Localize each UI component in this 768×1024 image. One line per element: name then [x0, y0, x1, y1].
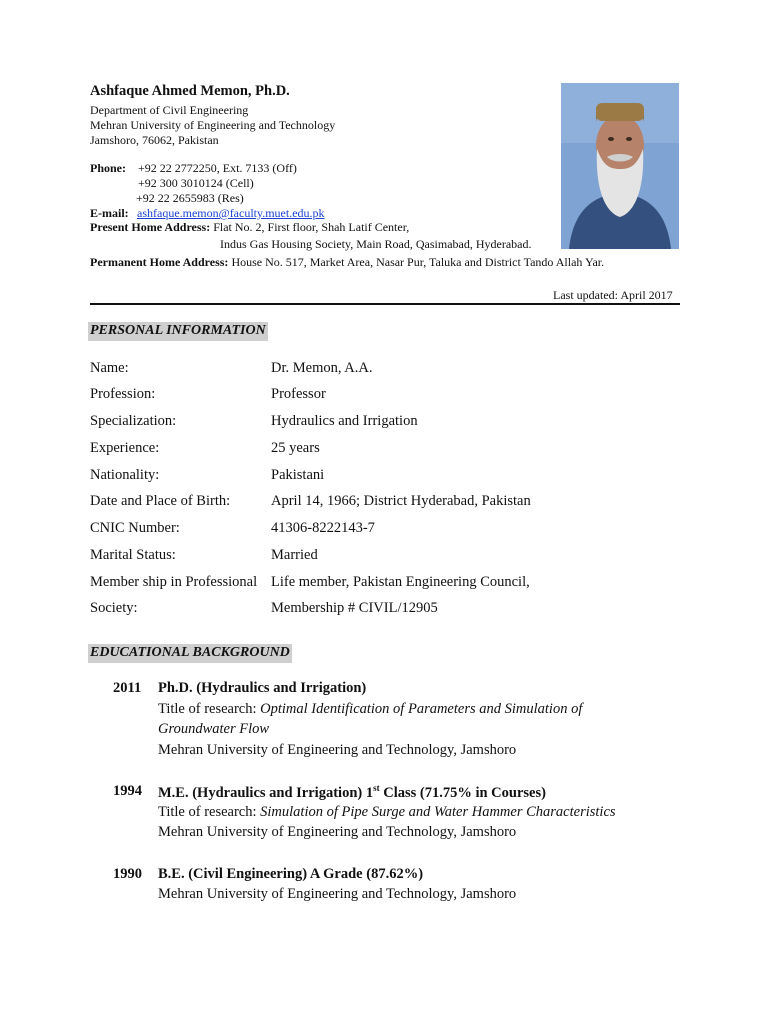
personal-value: Hydraulics and Irrigation: [271, 413, 418, 429]
phone-cell: +92 300 3010124 (Cell): [138, 176, 254, 190]
city: Jamshoro, 76062, Pakistan: [90, 133, 219, 147]
edu-degree-part: Class (71.75% in Courses): [379, 784, 546, 801]
section-title-education: EDUCATIONAL BACKGROUND: [88, 644, 292, 663]
permanent-address: [90, 255, 604, 270]
personal-value: Married: [271, 547, 318, 563]
edu-institution: Mehran University of Engineering and Technology, Jamshoro: [158, 824, 517, 840]
phone-label: Phone:: [90, 161, 126, 175]
personal-value: Membership # CIVIL/12905: [271, 600, 438, 616]
personal-label: Experience:: [90, 440, 160, 456]
personal-value: Professor: [271, 386, 326, 402]
personal-label: Nationality:: [90, 467, 160, 483]
edu-year: 2011: [113, 680, 142, 696]
edu-year: 1994: [113, 783, 142, 799]
present-address-label: Present Home Address:: [90, 220, 211, 234]
personal-label: Date and Place of Birth:: [90, 493, 231, 509]
edu-institution: Mehran University of Engineering and Technology, Jamshoro: [158, 742, 517, 758]
edu-research-title: Optimal Identification of Parameters and Simulation of: [260, 701, 583, 717]
header-divider: [90, 303, 680, 305]
cv-name: Ashfaque Ahmed Memon, Ph.D.: [90, 83, 290, 99]
present-address: [90, 220, 409, 235]
personal-label: Specialization:: [90, 413, 177, 429]
university: Mehran University of Engineering and Technology: [90, 118, 336, 132]
present-address-line2: Indus Gas Housing Society, Main Road, Qasimabad, Hyderabad.: [220, 237, 532, 251]
personal-value: 41306-8222143-7: [271, 520, 375, 536]
personal-label: Marital Status:: [90, 547, 176, 563]
edu-research: [158, 701, 582, 718]
present-address-line1: Flat No. 2, First floor, Shah Latif Center,: [213, 220, 410, 234]
permanent-address-value: House No. 517, Market Area, Nasar Pur, Taluka and District Tando Allah Yar.: [231, 255, 605, 269]
edu-research-title-cont: Groundwater Flow: [158, 721, 270, 737]
edu-degree-sup: st: [373, 783, 380, 793]
email-link[interactable]: ashfaque.memon@faculty.muet.edu.pk: [137, 206, 325, 220]
permanent-address-label: Permanent Home Address:: [90, 255, 229, 269]
edu-institution: Mehran University of Engineering and Technology, Jamshoro: [158, 886, 517, 902]
edu-degree: [158, 783, 546, 802]
profile-photo: [561, 83, 679, 249]
personal-label: Name:: [90, 360, 129, 376]
personal-label: Profession:: [90, 386, 156, 402]
edu-research-title: Simulation of Pipe Surge and Water Hammer Characteristics: [260, 804, 616, 820]
personal-value: Pakistani: [271, 467, 325, 483]
edu-degree-part: M.E. (Hydraulics and Irrigation) 1: [158, 784, 374, 801]
personal-value: Dr. Memon, A.A.: [271, 360, 373, 376]
edu-research: [158, 804, 616, 821]
phone-res: +92 22 2655983 (Res): [136, 191, 244, 205]
edu-research-label: Title of research:: [158, 701, 261, 717]
email-label: E-mail:: [90, 206, 129, 220]
edu-year: 1990: [113, 866, 142, 882]
phone-office: +92 22 2772250, Ext. 7133 (Off): [138, 161, 297, 175]
personal-value: 25 years: [271, 440, 320, 456]
last-updated: Last updated: April 2017: [553, 288, 673, 302]
edu-research-label: Title of research:: [158, 804, 261, 820]
edu-degree: Ph.D. (Hydraulics and Irrigation): [158, 680, 367, 696]
personal-value: April 14, 1966; District Hyderabad, Pakistan: [271, 493, 531, 509]
edu-degree: B.E. (Civil Engineering) A Grade (87.62%): [158, 866, 424, 882]
section-title-personal: PERSONAL INFORMATION: [88, 322, 268, 341]
personal-value: Life member, Pakistan Engineering Council,: [271, 574, 530, 590]
personal-label: Member ship in Professional: [90, 574, 258, 590]
personal-label: Society:: [90, 600, 138, 616]
personal-label: CNIC Number:: [90, 520, 180, 536]
department: Department of Civil Engineering: [90, 103, 249, 117]
